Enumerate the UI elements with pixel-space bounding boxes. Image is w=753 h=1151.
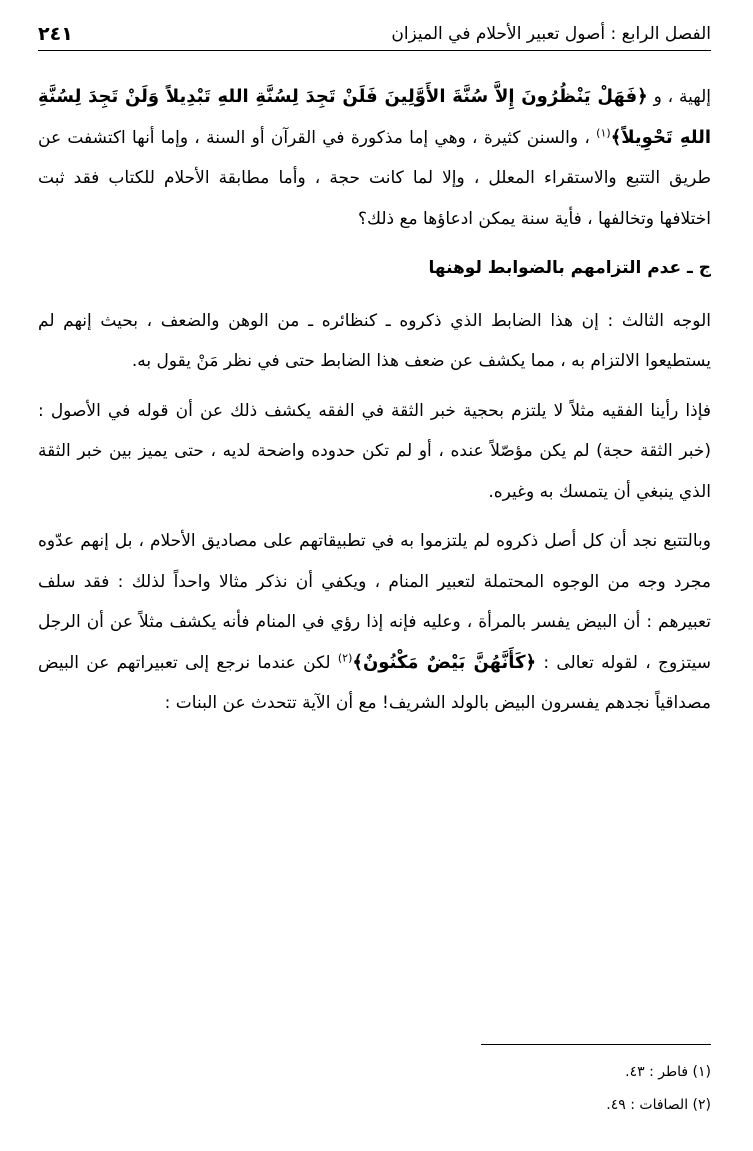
book-page	[38, 20, 711, 1151]
quran-verse-2: ﴿كَأَنَّهُنَّ بَيْضٌ مَكْنُونٌ﴾	[352, 651, 537, 673]
header-rule	[38, 50, 711, 51]
paragraph-4-end: لكن عندما نرجع إلى تعبيراتهم عن البيض مصداقياً نجدهم يفسرون البيض بالولد الشريف! مع أن الآية تتحدث عن البنات :	[38, 652, 711, 713]
main-text	[38, 77, 711, 724]
footnote-ref-2: (٢)	[337, 650, 353, 664]
paragraph-4-start: وبالتتبع نجد أن كل أصل ذكروه لم يلتزموا به في تطبيقاتهم على مصاديق الأحلام ، بل إنهم عدّوه مجرد وجه من الوجوه المحتملة لتعبير المنام ، ويكفي أن نذكر مثالا واحداً لذلك : فقد سلف تعبيرهم : أن البيض يفسر بالمرأة ، وعليه فإنه إذا رؤي في المنام فأنه يكشف مثلاً عن أن الرجل سيتزوج ، لقوله تعالى :	[38, 531, 712, 673]
running-title: الفصل الرابع : أصول تعبير الأحلام في الميزان	[391, 24, 711, 44]
paragraph-1	[38, 77, 711, 239]
footnotes	[38, 1060, 711, 1126]
footnote-2: (٢) الصافات : ٤٩.	[606, 1097, 711, 1113]
paragraph-1-intro: إلهية ، و	[653, 87, 712, 107]
quran-verse-1: ﴿فَهَلْ يَنْظُرُونَ إِلاَّ سُنَّةَ الأَوَّلِينَ فَلَنْ تَجِدَ لِسُنَّةِ اللهِ تَبْدِيلاً وَلَنْ تَجِدَ لِسُنَّةِ اللهِ تَحْوِيلاً﴾	[38, 86, 712, 148]
footnote-rule	[481, 1044, 711, 1045]
paragraph-3: فإذا رأينا الفقيه مثلاً لا يلتزم بحجية خبر الثقة في الفقه يكشف ذلك عن أن قوله في الأصول : (خبر الثقة حجة) لم يكن مؤصّلاً عنده ، أو لم تكن حدوده واضحة لديه ، حتى يميز بين خبر الثقة الذي ينبغي أن يتمسك به وغيره.	[38, 400, 711, 502]
page-number: ٢٤١	[38, 23, 73, 45]
paragraph-1-rest: ، والسنن كثيرة ، وهي إما مذكورة في القرآن أو السنة ، وإما أنها اكتشفت عن طريق التتبع والاستقراء المعلل ، وإلا لما كانت حجة ، وأما مطابقة الأحلام للكتاب فقد ثبت اختلافها وتخالفها ، فأية سنة يمكن ادعاؤها مع ذلك؟	[38, 127, 711, 229]
paragraph-4	[38, 521, 711, 724]
paragraph-2: الوجه الثالث : إن هذا الضابط الذي ذكروه ـ كنظائره ـ من الوهن والضعف ، بحيث إنهم لم يستطيعوا الالتزام به ، مما يكشف عن ضعف هذا الضابط حتى في نظر مَنْ يقول به.	[38, 310, 711, 371]
running-header	[38, 20, 711, 48]
section-heading: ج ـ عدم التزامهم بالضوابط لوهنها	[428, 258, 711, 278]
footnote-1: (١) فاطر : ٤٣.	[625, 1064, 711, 1080]
footnote-ref-1: (١)	[596, 125, 611, 139]
